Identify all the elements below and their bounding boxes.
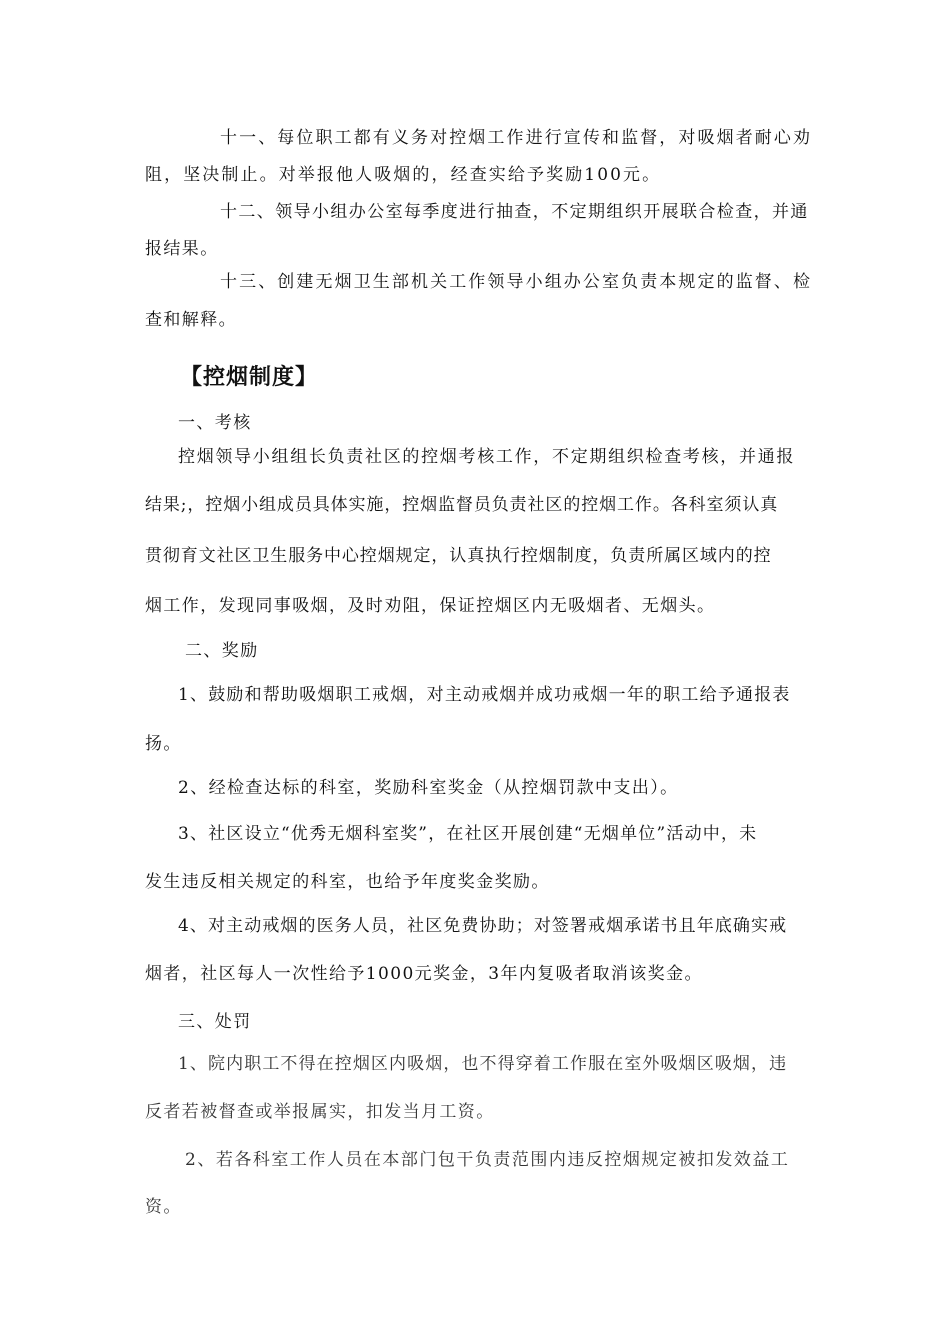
penalty-1-line-2: 反者若被督查或举报属实，扣发当月工资。 [145, 1102, 495, 1122]
assessment-heading: 一、考核 [178, 413, 252, 433]
assessment-line-1: 控烟领导小组组长负责社区的控烟考核工作，不定期组织检查考核，并通报 [178, 447, 796, 467]
item-11-line-2: 阻，坚决制止。对举报他人吸烟的，经查实给予奖励100元。 [145, 165, 662, 185]
item-13-line-1: 十三、创建无烟卫生部机关工作领导小组办公室负责本规定的监督、检 [220, 272, 813, 292]
reward-4-line-1: 4、对主动戒烟的医务人员，社区免费协助；对签署戒烟承诺书且年底确实戒 [178, 916, 788, 936]
penalty-1-line-1: 1、院内职工不得在控烟区内吸烟，也不得穿着工作服在室外吸烟区吸烟，违 [178, 1054, 788, 1074]
item-13-line-2: 查和解释。 [145, 310, 237, 330]
rewards-heading: 二、奖励 [185, 641, 259, 661]
assessment-line-3: 贯彻育文社区卫生服务中心控烟规定，认真执行控烟制度，负责所属区域内的控 [145, 546, 772, 566]
item-11-line-1: 十一、每位职工都有义务对控烟工作进行宣传和监督，对吸烟者耐心劝 [220, 128, 813, 148]
assessment-line-4: 烟工作，发现同事吸烟，及时劝阻，保证控烟区内无吸烟者、无烟头。 [145, 596, 716, 616]
item-12-line-1: 十二、领导小组办公室每季度进行抽查，不定期组织开展联合检查，并通 [220, 202, 809, 222]
reward-4-line-2: 烟者，社区每人一次性给予1000元奖金，3年内复吸者取消该奖金。 [145, 964, 703, 984]
penalty-2-line-2: 资。 [145, 1197, 182, 1217]
page-title: 【控烟制度】 [180, 365, 319, 390]
reward-2-line-1: 2、经检查达标的科室，奖励科室奖金（从控烟罚款中支出）。 [178, 778, 679, 798]
reward-3-line-1: 3、社区设立“优秀无烟科室奖”，在社区开展创建“无烟单位”活动中，未 [178, 824, 758, 844]
item-12-line-2: 报结果。 [145, 239, 219, 259]
reward-1-line-2: 扬。 [145, 734, 182, 754]
assessment-line-2: 结果;，控烟小组成员具体实施，控烟监督员负责社区的控烟工作。各科室须认真 [145, 495, 779, 515]
reward-3-line-2: 发生违反相关规定的科室，也给予年度奖金奖励。 [145, 872, 550, 892]
reward-1-line-1: 1、鼓励和帮助吸烟职工戒烟，对主动戒烟并成功戒烟一年的职工给予通报表 [178, 685, 791, 705]
penalty-2-line-1: 2、若各科室工作人员在本部门包干负责范围内违反控烟规定被扣发效益工 [185, 1150, 790, 1170]
penalties-heading: 三、处罚 [178, 1012, 252, 1032]
